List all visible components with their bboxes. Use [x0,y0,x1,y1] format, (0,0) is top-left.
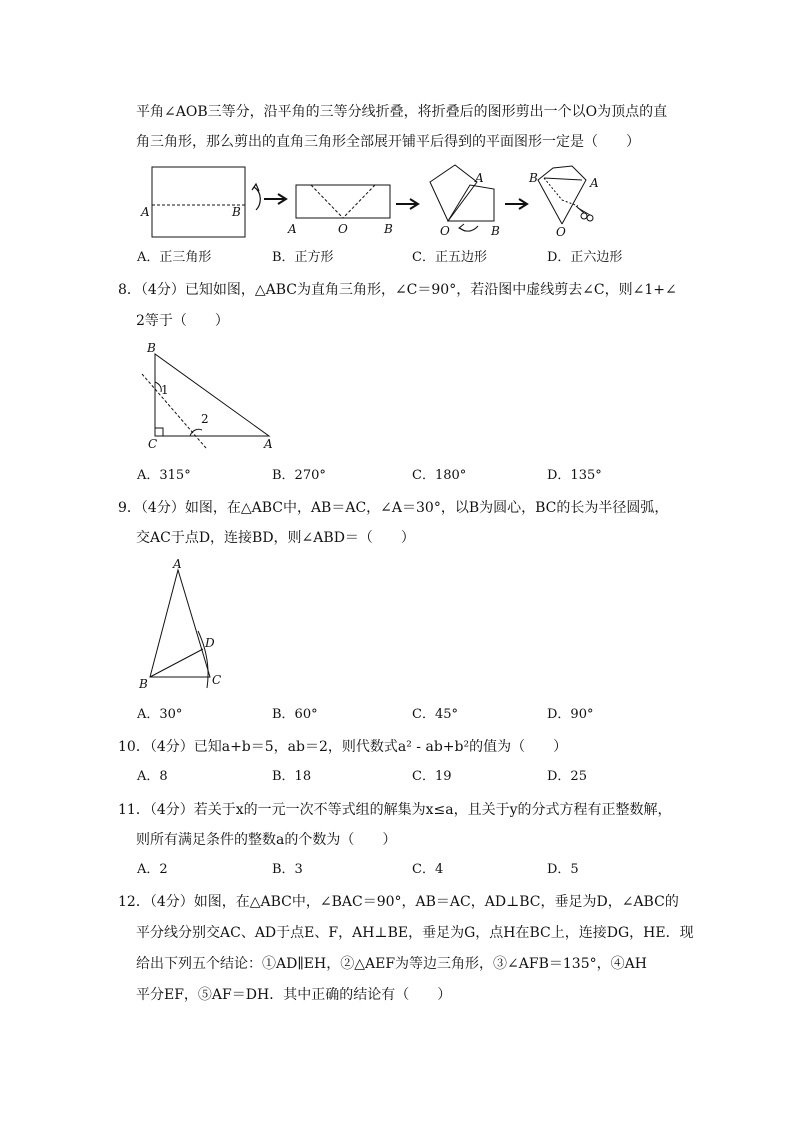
q10-option-b: B．18 [272,769,312,784]
q8-label-C: C [148,437,158,451]
q7-label-O2: O [338,222,348,236]
q11-option-d: D．5 [547,862,579,877]
q7-label-A3: A [475,171,484,185]
q7-option-b: B．正方形 [272,250,334,265]
q9-label-A: A [173,557,182,571]
q7-stem-line-1: 平角∠AOB三等分，沿平角的三等分线折叠，将折叠后的图形剪出一个以O为顶点的直 [136,104,668,120]
q10-option-a: A．8 [137,769,168,784]
q8-label-B: B [147,341,156,355]
q8-stem-line-1: 8．（4分）已知如图，△ABC为直角三角形，∠C＝90°，若沿图中虚线剪去∠C，则∠1+∠ [118,282,677,298]
q9-label-B: B [139,677,148,691]
q8-option-a: A．315° [137,468,191,483]
q8-stem-line-2: 2等于（ ） [136,313,229,329]
q7-kite-shape [538,166,586,224]
q7-label-A1: A [141,205,150,219]
q11-stem-line-2: 则所有满足条件的整数a的个数为（ ） [136,832,397,848]
q7-label-B3: B [491,224,500,238]
q9-segment-BD [150,649,203,677]
q9-triangle-figure [132,556,232,696]
q9-stem-line-2: 交AC于点D，连接BD，则∠ABD＝（ ） [136,530,415,546]
q9-option-a: A．30° [137,707,183,722]
q8-angle-1-label: 1 [161,383,169,397]
q11-option-a: A．2 [137,862,168,877]
q7-option-a: A．正三角形 [137,250,212,265]
q11-option-c: C．4 [412,862,444,877]
q7-stem-line-2: 角三角形，那么剪出的直角三角形全部展开铺平后得到的平面图形一定是（ ） [136,134,640,150]
q12-stem-line-2: 平分线分别交AC、AD于点E、F，AH⊥BE，垂足为G，点H在BC上，连接DG，HE．现 [136,925,694,941]
q7-label-B4: B [529,171,538,185]
q8-option-d: D．135° [547,468,602,483]
q7-label-O4: O [556,225,566,239]
q9-option-c: C．45° [412,707,458,722]
q7-label-A4: A [590,176,599,190]
q8-label-A: A [264,437,273,451]
scissors-icon [576,206,593,221]
q8-triangle-figure [138,338,283,453]
q10-option-c: C．19 [412,769,452,784]
q9-label-C: C [212,673,222,687]
q8-option-b: B．270° [272,468,326,483]
q12-stem-line-1: 12．（4分）如图，在△ABC中，∠BAC＝90°，AB＝AC，AD⊥BC，垂足为D，∠ABC的 [118,894,679,910]
q11-stem-line-1: 11．（4分）若关于x的一元一次不等式组的解集为x≤a，且关于y的分式方程有正整数解， [118,802,672,818]
q7-label-O3: O [440,224,450,238]
q7-option-c: C．正五边形 [412,250,487,265]
q10-stem-line-1: 10．（4分）已知a+b＝5，ab＝2，则代数式a² - ab+b²的值为（ ） [118,739,568,755]
q10-option-d: D．25 [547,769,587,784]
q11-option-b: B．3 [272,862,303,877]
q9-stem-line-1: 9．（4分）如图，在△ABC中，AB＝AC，∠A＝30°，以B为圆心，BC的长为半径圆弧， [118,500,669,516]
q9-option-d: D．90° [547,707,594,722]
q12-stem-line-4: 平分EF，⑤AF＝DH．其中正确的结论有（ ） [136,987,452,1003]
q9-option-b: B．60° [272,707,318,722]
q12-stem-line-3: 给出下列五个结论：①AD∥EH，②△AEF为等边三角形，③∠AFB＝135°，④AH [136,956,647,972]
q8-angle-2-label: 2 [201,412,209,426]
q9-label-D: D [205,636,215,650]
q7-label-B2: B [384,222,393,236]
q7-folding-figure [138,160,608,240]
q8-right-angle-mark [155,428,163,436]
q8-triangle [155,354,269,436]
q7-label-B1: B [232,205,241,219]
q7-option-d: D．正六边形 [547,250,623,265]
q7-paper-rectangle [152,167,245,237]
q8-option-c: C．180° [412,468,467,483]
q7-label-A2: A [288,222,297,236]
q7-folded-rectangle [296,185,390,218]
